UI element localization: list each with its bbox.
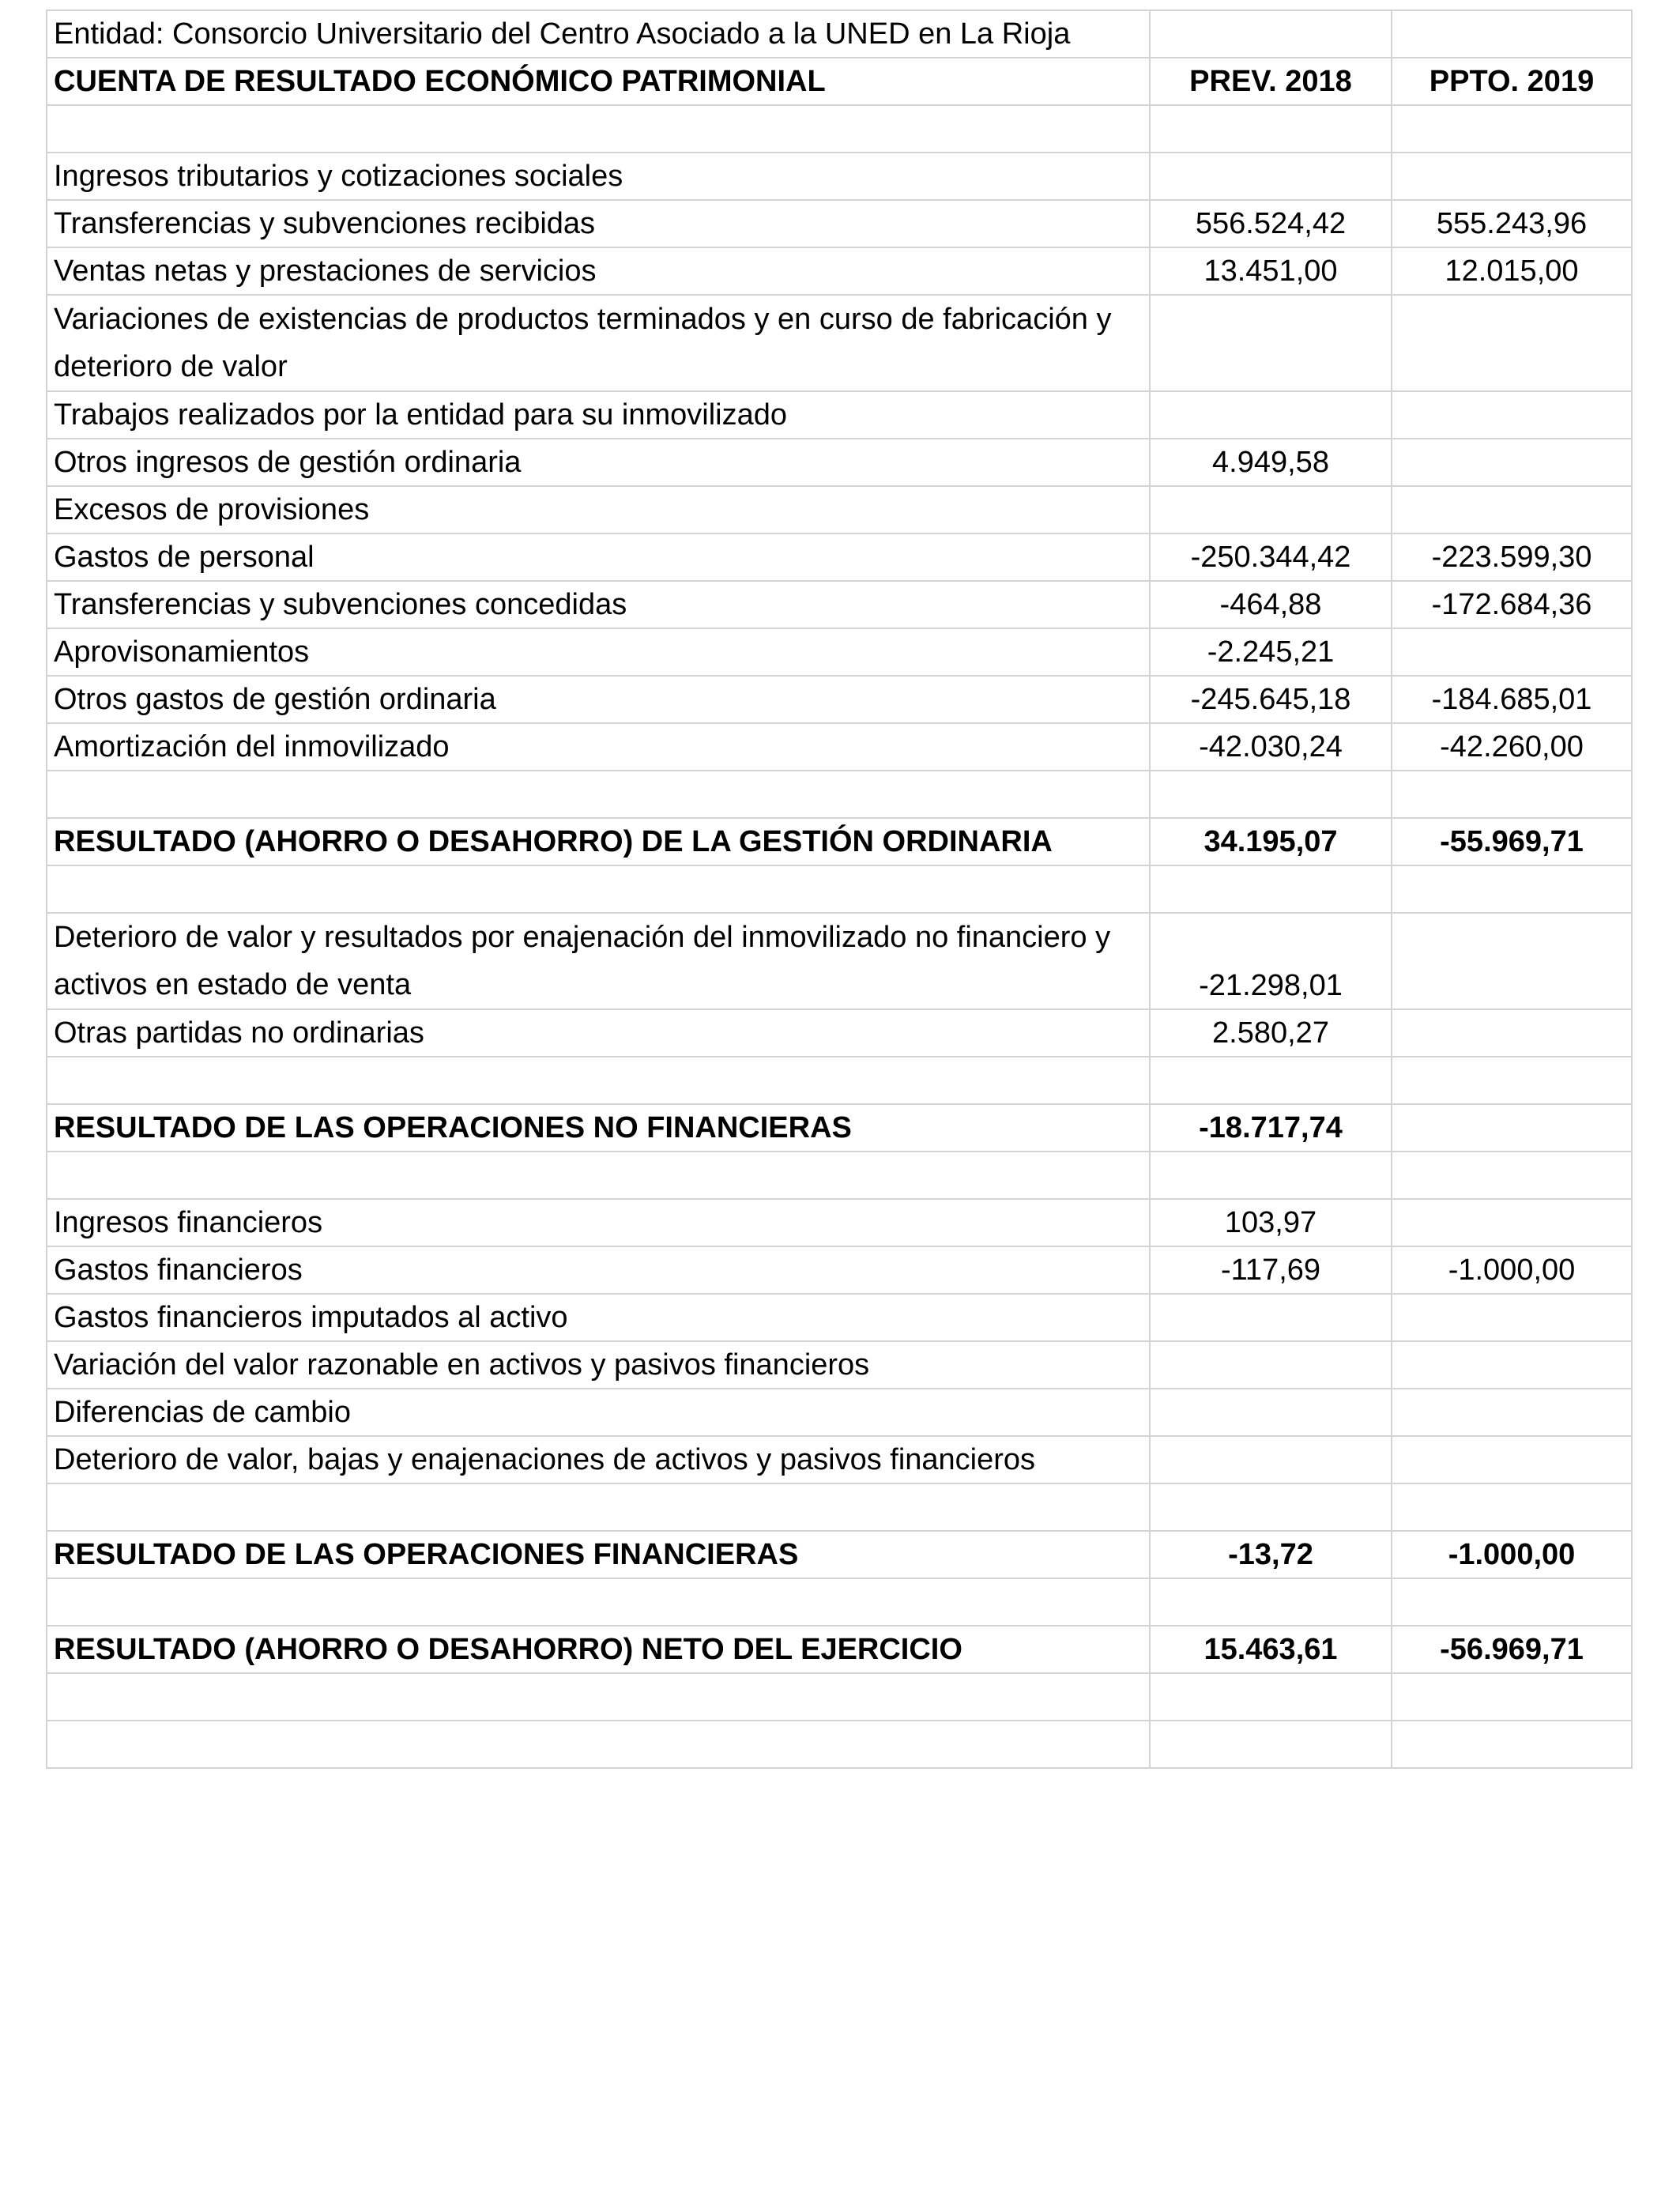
prev-2018-value-cell[interactable]: -2.245,21 <box>1150 628 1392 676</box>
prev-2018-value-cell[interactable] <box>1150 1152 1392 1199</box>
prev-2018-value-cell[interactable] <box>1150 771 1392 818</box>
line-item-row <box>47 913 1632 1009</box>
empty-row <box>47 1721 1632 1768</box>
ppto-2019-value-cell[interactable]: -1.000,00 <box>1392 1531 1632 1578</box>
line-item-row <box>47 1436 1632 1483</box>
ppto-2019-value-cell[interactable] <box>1392 628 1632 676</box>
row-label-cell[interactable] <box>47 1152 1150 1199</box>
total-row <box>47 1104 1632 1152</box>
prev-2018-value-cell[interactable] <box>1150 1578 1392 1626</box>
empty-row <box>47 771 1632 818</box>
line-item-row <box>47 391 1632 439</box>
row-label-cell[interactable]: Excesos de provisiones <box>47 486 1150 533</box>
row-label-cell[interactable]: Variaciones de existencias de productos terminados y en curso de fabricación y deterioro de valor <box>47 295 1150 391</box>
ppto-2019-value-cell[interactable] <box>1392 1578 1632 1626</box>
empty-row <box>47 105 1632 153</box>
prev-2018-value-cell[interactable]: 34.195,07 <box>1150 818 1392 865</box>
row-label-cell[interactable]: Otros gastos de gestión ordinaria <box>47 676 1150 723</box>
line-item-row <box>47 295 1632 391</box>
line-item-row <box>47 581 1632 628</box>
ppto-2019-value-cell[interactable] <box>1392 1152 1632 1199</box>
line-item-row <box>47 628 1632 676</box>
row-label-cell[interactable]: Gastos financieros <box>47 1246 1150 1294</box>
entity-line[interactable]: Entidad: Consorcio Universitario del Centro Asociado a la UNED en La Rioja <box>47 10 1150 58</box>
prev-2018-value-cell[interactable]: -245.645,18 <box>1150 676 1392 723</box>
prev-2018-value-cell[interactable]: 103,97 <box>1150 1199 1392 1246</box>
ppto-2019-value-cell[interactable] <box>1392 153 1632 200</box>
prev-2018-value-cell[interactable] <box>1150 153 1392 200</box>
prev-2018-value-cell[interactable] <box>1150 105 1392 153</box>
header-row <box>47 58 1632 105</box>
ppto-2019-value-cell[interactable] <box>1392 105 1632 153</box>
prev-2018-value-cell[interactable] <box>1150 295 1392 391</box>
row-label-cell[interactable]: Amortización del inmovilizado <box>47 723 1150 771</box>
ppto-2019-value-cell[interactable]: -184.685,01 <box>1392 676 1632 723</box>
row-label-cell[interactable] <box>47 1483 1150 1531</box>
row-label-cell[interactable]: RESULTADO DE LAS OPERACIONES FINANCIERAS <box>47 1531 1150 1578</box>
ppto-2019-value-cell[interactable]: -42.260,00 <box>1392 723 1632 771</box>
ppto-2019-value-cell[interactable] <box>1392 1057 1632 1104</box>
row-label-cell[interactable]: Trabajos realizados por la entidad para su inmovilizado <box>47 391 1150 439</box>
prev-2018-value-cell[interactable]: -117,69 <box>1150 1246 1392 1294</box>
line-item-row <box>47 1294 1632 1341</box>
empty-row <box>47 1152 1632 1199</box>
row-label-cell[interactable]: Otros ingresos de gestión ordinaria <box>47 439 1150 486</box>
row-label-cell[interactable] <box>47 1721 1150 1768</box>
spreadsheet-body <box>47 10 1632 1768</box>
row-label-cell[interactable]: Variación del valor razonable en activos y pasivos financieros <box>47 1341 1150 1389</box>
ppto-2019-value-cell[interactable] <box>1392 1199 1632 1246</box>
line-item-row <box>47 247 1632 295</box>
prev-2018-value-cell[interactable]: 4.949,58 <box>1150 439 1392 486</box>
row-label-cell[interactable]: Otras partidas no ordinarias <box>47 1009 1150 1057</box>
row-label-cell[interactable] <box>47 105 1150 153</box>
row-label-cell[interactable]: Ingresos tributarios y cotizaciones sociales <box>47 153 1150 200</box>
row-label-cell[interactable]: Gastos financieros imputados al activo <box>47 1294 1150 1341</box>
line-item-row <box>47 1246 1632 1294</box>
total-row <box>47 1626 1632 1673</box>
ppto-2019-value-cell[interactable] <box>1392 1294 1632 1341</box>
row-label-cell[interactable]: Aprovisonamientos <box>47 628 1150 676</box>
prev-2018-value-cell[interactable]: -42.030,24 <box>1150 723 1392 771</box>
row-label-cell[interactable] <box>47 865 1150 913</box>
prev-2018-value-cell[interactable]: 2.580,27 <box>1150 1009 1392 1057</box>
prev-2018-value-cell[interactable]: -21.298,01 <box>1150 913 1392 1009</box>
line-item-row <box>47 1009 1632 1057</box>
row-label-cell[interactable]: Gastos de personal <box>47 533 1150 581</box>
prev-2018-value-cell[interactable] <box>1150 865 1392 913</box>
line-item-row <box>47 723 1632 771</box>
prev-2018-value-cell[interactable] <box>1150 1436 1392 1483</box>
ppto-2019-value-cell[interactable] <box>1392 439 1632 486</box>
column-header-prev-2018[interactable]: PREV. 2018 <box>1150 58 1392 105</box>
row-label-cell[interactable]: Transferencias y subvenciones recibidas <box>47 200 1150 247</box>
prev-2018-value-cell[interactable] <box>1150 1057 1392 1104</box>
total-row <box>47 818 1632 865</box>
prev-2018-value-cell[interactable] <box>1150 1721 1392 1768</box>
line-item-row <box>47 1341 1632 1389</box>
line-item-row <box>47 1199 1632 1246</box>
ppto-2019-value-cell[interactable]: -56.969,71 <box>1392 1626 1632 1673</box>
sheet-title[interactable]: CUENTA DE RESULTADO ECONÓMICO PATRIMONIAL <box>47 58 1150 105</box>
ppto-2019-value-cell[interactable] <box>1392 771 1632 818</box>
ppto-2019-value-cell[interactable]: -55.969,71 <box>1392 818 1632 865</box>
ppto-2019-value-cell[interactable] <box>1392 1341 1632 1389</box>
prev-2018-value-cell[interactable]: 556.524,42 <box>1150 200 1392 247</box>
ppto-2019-value-cell[interactable] <box>1392 295 1632 391</box>
row-label-cell[interactable]: Diferencias de cambio <box>47 1389 1150 1436</box>
entity-row-ppto-cell[interactable] <box>1392 10 1632 58</box>
row-label-cell[interactable]: Ventas netas y prestaciones de servicios <box>47 247 1150 295</box>
total-row <box>47 1531 1632 1578</box>
empty-row <box>47 1057 1632 1104</box>
prev-2018-value-cell[interactable] <box>1150 1389 1392 1436</box>
row-label-cell[interactable]: Ingresos financieros <box>47 1199 1150 1246</box>
prev-2018-value-cell[interactable] <box>1150 486 1392 533</box>
row-label-cell[interactable] <box>47 1578 1150 1626</box>
empty-row <box>47 1673 1632 1721</box>
empty-row <box>47 1578 1632 1626</box>
line-item-row <box>47 486 1632 533</box>
ppto-2019-value-cell[interactable]: 555.243,96 <box>1392 200 1632 247</box>
row-label-cell[interactable]: RESULTADO (AHORRO O DESAHORRO) DE LA GESTIÓN ORDINARIA <box>47 818 1150 865</box>
ppto-2019-value-cell[interactable] <box>1392 1436 1632 1483</box>
ppto-2019-value-cell[interactable]: -172.684,36 <box>1392 581 1632 628</box>
ppto-2019-value-cell[interactable]: -1.000,00 <box>1392 1246 1632 1294</box>
prev-2018-value-cell[interactable]: -13,72 <box>1150 1531 1392 1578</box>
row-label-cell[interactable]: Deterioro de valor, bajas y enajenaciones de activos y pasivos financieros <box>47 1436 1150 1483</box>
prev-2018-value-cell[interactable] <box>1150 1294 1392 1341</box>
line-item-row <box>47 1389 1632 1436</box>
prev-2018-value-cell[interactable]: -464,88 <box>1150 581 1392 628</box>
line-item-row <box>47 439 1632 486</box>
prev-2018-value-cell[interactable] <box>1150 1673 1392 1721</box>
ppto-2019-value-cell[interactable] <box>1392 1009 1632 1057</box>
ppto-2019-value-cell[interactable]: -223.599,30 <box>1392 533 1632 581</box>
ppto-2019-value-cell[interactable] <box>1392 1483 1632 1531</box>
ppto-2019-value-cell[interactable] <box>1392 486 1632 533</box>
row-label-cell[interactable]: Transferencias y subvenciones concedidas <box>47 581 1150 628</box>
entity-row <box>47 10 1632 58</box>
row-label-cell[interactable] <box>47 1057 1150 1104</box>
prev-2018-value-cell[interactable] <box>1150 391 1392 439</box>
ppto-2019-value-cell[interactable] <box>1392 391 1632 439</box>
line-item-row <box>47 533 1632 581</box>
budget-spreadsheet-table <box>46 9 1633 1769</box>
prev-2018-value-cell[interactable]: 13.451,00 <box>1150 247 1392 295</box>
ppto-2019-value-cell[interactable] <box>1392 1104 1632 1152</box>
line-item-row <box>47 200 1632 247</box>
prev-2018-value-cell[interactable] <box>1150 1341 1392 1389</box>
ppto-2019-value-cell[interactable]: 12.015,00 <box>1392 247 1632 295</box>
row-label-cell[interactable] <box>47 771 1150 818</box>
row-label-cell[interactable] <box>47 1673 1150 1721</box>
ppto-2019-value-cell[interactable] <box>1392 1721 1632 1768</box>
line-item-row <box>47 153 1632 200</box>
row-label-cell[interactable]: RESULTADO DE LAS OPERACIONES NO FINANCIERAS <box>47 1104 1150 1152</box>
ppto-2019-value-cell[interactable] <box>1392 913 1632 1009</box>
row-label-cell[interactable]: RESULTADO (AHORRO O DESAHORRO) NETO DEL EJERCICIO <box>47 1626 1150 1673</box>
empty-row <box>47 865 1632 913</box>
prev-2018-value-cell[interactable]: -18.717,74 <box>1150 1104 1392 1152</box>
line-item-row <box>47 676 1632 723</box>
prev-2018-value-cell[interactable]: 15.463,61 <box>1150 1626 1392 1673</box>
prev-2018-value-cell[interactable]: -250.344,42 <box>1150 533 1392 581</box>
ppto-2019-value-cell[interactable] <box>1392 1389 1632 1436</box>
row-label-cell[interactable]: Deterioro de valor y resultados por enajenación del inmovilizado no financiero y activos en estado de venta <box>47 913 1150 1009</box>
column-header-ppto-2019[interactable]: PPTO. 2019 <box>1392 58 1632 105</box>
ppto-2019-value-cell[interactable] <box>1392 1673 1632 1721</box>
prev-2018-value-cell[interactable] <box>1150 1483 1392 1531</box>
ppto-2019-value-cell[interactable] <box>1392 865 1632 913</box>
empty-row <box>47 1483 1632 1531</box>
entity-row-prev-cell[interactable] <box>1150 10 1392 58</box>
